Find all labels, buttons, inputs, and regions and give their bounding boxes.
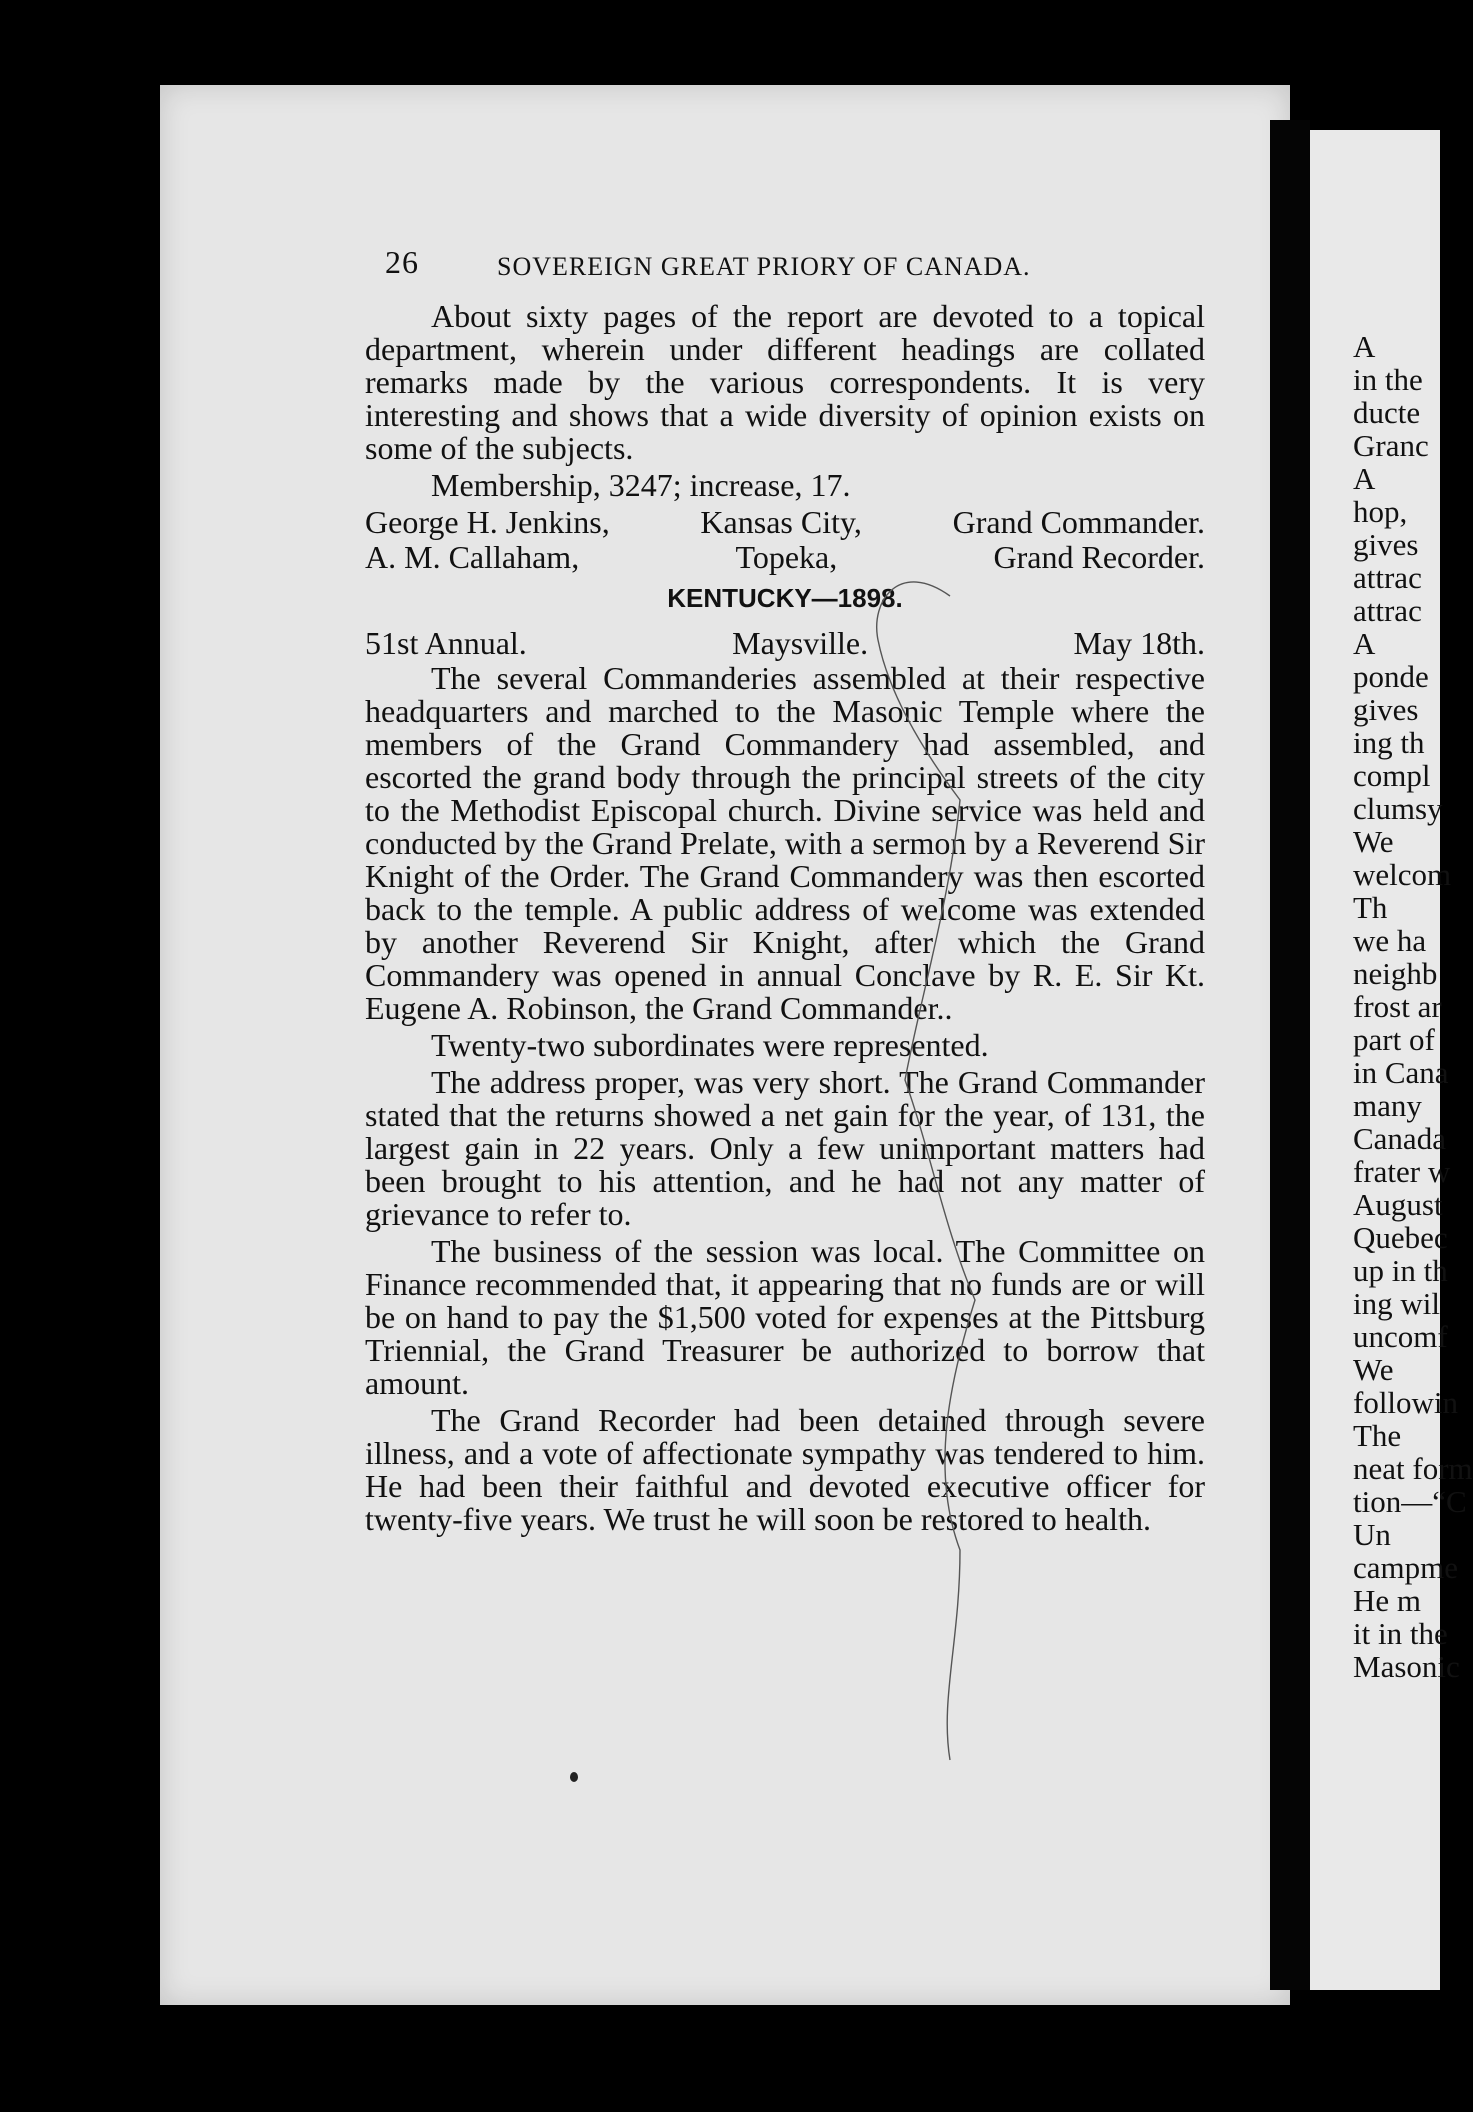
facing-page-fragment: Granc [1353,428,1429,463]
paragraph-address: The address proper, was very short. The Grand Commander stated that the returns showed a net gain for the year, of 131, the largest gain in 22 years. Only a few unimportant matters had been brought to his attention, and he had not any matter of grievance to refer to. [365,1064,1205,1232]
officer-place: Topeka, [735,539,838,575]
facing-page-fragment: ing wil [1353,1286,1440,1321]
facing-page-fragment: welcom [1353,857,1452,892]
officer-row [365,506,1205,539]
facing-page-fragment: August [1353,1187,1443,1222]
facing-page-fragment: ducte [1353,395,1421,430]
paragraph-subordinates: Twenty-two subordinates were represented. [431,1027,989,1063]
facing-page-fragment: uncomf [1353,1319,1448,1354]
running-title: SOVEREIGN GREAT PRIORY OF CANADA. [497,252,1031,281]
facing-page-fragment: Masonic [1353,1649,1460,1684]
ink-dot [570,1772,578,1782]
page-body [365,300,1205,1540]
paragraph-recorder: The Grand Recorder had been detained through severe illness, and a vote of affectionate sympathy was tendered to him. He had been their faithful and devoted executive officer for twenty-five years. We trust he will soon be restored to health. [365,1402,1205,1537]
membership-line: Membership, 3247; increase, 17. [431,467,851,503]
facing-page-fragment: campme [1353,1550,1459,1585]
facing-page-fragment: We [1353,1352,1394,1387]
facing-page-fragment: clumsy [1353,791,1443,826]
facing-page-fragment: A [1353,461,1376,496]
section-heading: KENTUCKY—1898. [667,583,903,613]
facing-page-fragment: gives [1353,527,1419,562]
meeting-line [365,627,1205,660]
officer-title: Grand Commander. [952,504,1205,540]
facing-page-fragment: we ha [1353,923,1427,958]
facing-page-fragment: in Cana [1353,1055,1449,1090]
book-gutter [1270,120,1310,1990]
facing-page-fragment: compl [1353,758,1431,793]
officer-name: George H. Jenkins, [365,504,610,540]
facing-page-fragment: frater w [1353,1154,1451,1189]
facing-page-text [1353,329,1473,1684]
officer-place: Kansas City, [700,504,862,540]
facing-page-fragment: Quebec [1353,1220,1448,1255]
page-header [385,244,1205,288]
facing-page-fragment: part of [1353,1022,1435,1057]
officer-name: A. M. Callaham, [365,539,580,575]
facing-page-fragment: Th [1353,890,1388,925]
facing-page-fragment: many [1353,1088,1422,1123]
facing-page-fragment: A [1353,626,1376,661]
facing-page-fragment: gives [1353,692,1419,727]
facing-page-fragment: in the [1353,362,1423,397]
officer-row [365,541,1205,574]
facing-page-fragment: neat form [1353,1451,1473,1486]
paragraph-business: The business of the session was local. The Committee on Finance recommended that, it appearing that no funds are or will be on hand to pay the $1,500 voted for expenses at the Pittsburg Triennial, the Grand Treasurer be authorized to borrow that amount. [365,1233,1205,1401]
meeting-place: Maysville. [732,625,869,661]
facing-page-fragment: attrac [1353,560,1422,595]
page-number: 26 [385,244,419,280]
facing-page-fragment: up in th [1353,1253,1448,1288]
facing-page-fragment: followin [1353,1385,1459,1420]
facing-page-fragment: Canada [1353,1121,1446,1156]
facing-page-fragment: ponde [1353,659,1429,694]
facing-page-fragment: ing th [1353,725,1425,760]
meeting-date: May 18th. [1073,625,1205,661]
facing-page-fragment: attrac [1353,593,1422,628]
officer-title: Grand Recorder. [993,539,1205,575]
facing-page-fragment: neighb [1353,956,1438,991]
facing-page-fragment: A [1353,329,1376,364]
facing-page-fragment: We [1353,824,1394,859]
facing-page-fragment: hop, [1353,494,1408,529]
facing-page-fragment: The [1353,1418,1402,1453]
facing-page-fragment: He m [1353,1583,1422,1618]
facing-page-fragment: tion—“C [1353,1484,1467,1519]
facing-page-fragment: it in the [1353,1616,1448,1651]
meeting-annual: 51st Annual. [365,625,527,661]
facing-page-fragment: frost ar [1353,989,1442,1024]
paragraph-procession: The several Commanderies assembled at their respective headquarters and marched to the Masonic Temple where the members of the Grand Commandery had assembled, and escorted the grand body through the principal streets of the city to the Methodist Episcopal church. Divine service was held and conducted by the Grand Prelate, with a sermon by a Reverend Sir Knight of the Order. The Grand Commandery was then escorted back to the temple. A public address of welcome was extended by another Reverend Sir Knight, after which the Grand Commandery was opened in annual Conclave by R. E. Sir Kt. Eugene A. Robinson, the Grand Commander.. [365,660,1205,1026]
paragraph-report: About sixty pages of the report are devoted to a topical department, wherein under different headings are collated remarks made by the various correspondents. It is very interesting and shows that a wide diversity of opinion exists on some of the subjects. [365,298,1205,466]
facing-page-fragment: Un [1353,1517,1391,1552]
